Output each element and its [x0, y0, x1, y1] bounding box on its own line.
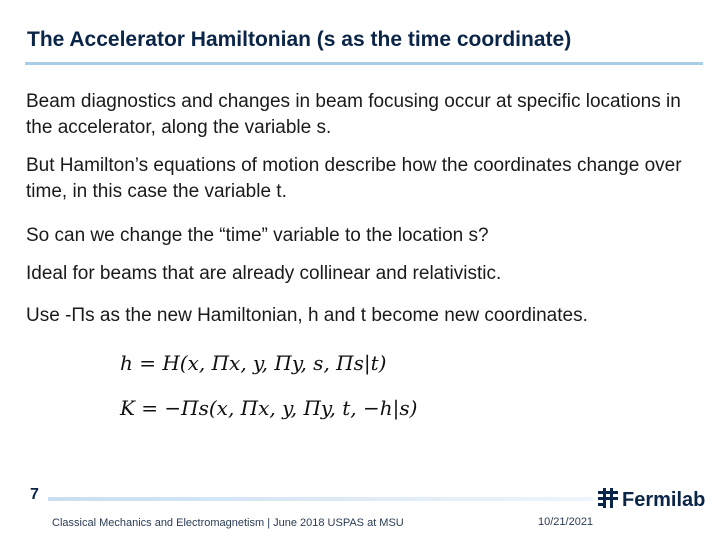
bullet-4: Ideal for beams that are already collinear and relativistic. — [26, 263, 502, 284]
bullet-5: Use -Πs as the new Hamiltonian, h and t become new coordinates. — [26, 305, 588, 326]
footer-rule — [48, 497, 593, 501]
page-number: 7 — [30, 486, 39, 503]
slide-title: The Accelerator Hamiltonian (s as the time coordinate) — [27, 28, 572, 51]
equation-hamiltonian-h: h = H(x, Πx, y, Πy, s, Πs|t) — [120, 351, 387, 375]
fermilab-logo-icon — [598, 488, 618, 513]
footer-course-text: Classical Mechanics and Electromagnetism | June 2018 USPAS at MSU — [52, 517, 404, 529]
equation-hamiltonian-k: K = −Πs(x, Πx, y, Πy, t, −h|s) — [120, 396, 418, 420]
footer-date: 10/21/2021 — [538, 516, 594, 528]
title-underline — [25, 62, 703, 65]
bullet-3: So can we change the “time” variable to the location s? — [26, 225, 489, 246]
fermilab-logo — [598, 488, 705, 513]
bullet-1: Beam diagnostics and changes in beam focusing occur at specific locations in the accelerator, along the variable s. — [26, 91, 681, 138]
fermilab-logo-text: Fermilab — [622, 489, 706, 511]
bullet-2: But Hamilton’s equations of motion describe how the coordinates change over time, in this case the variable t. — [26, 155, 682, 202]
